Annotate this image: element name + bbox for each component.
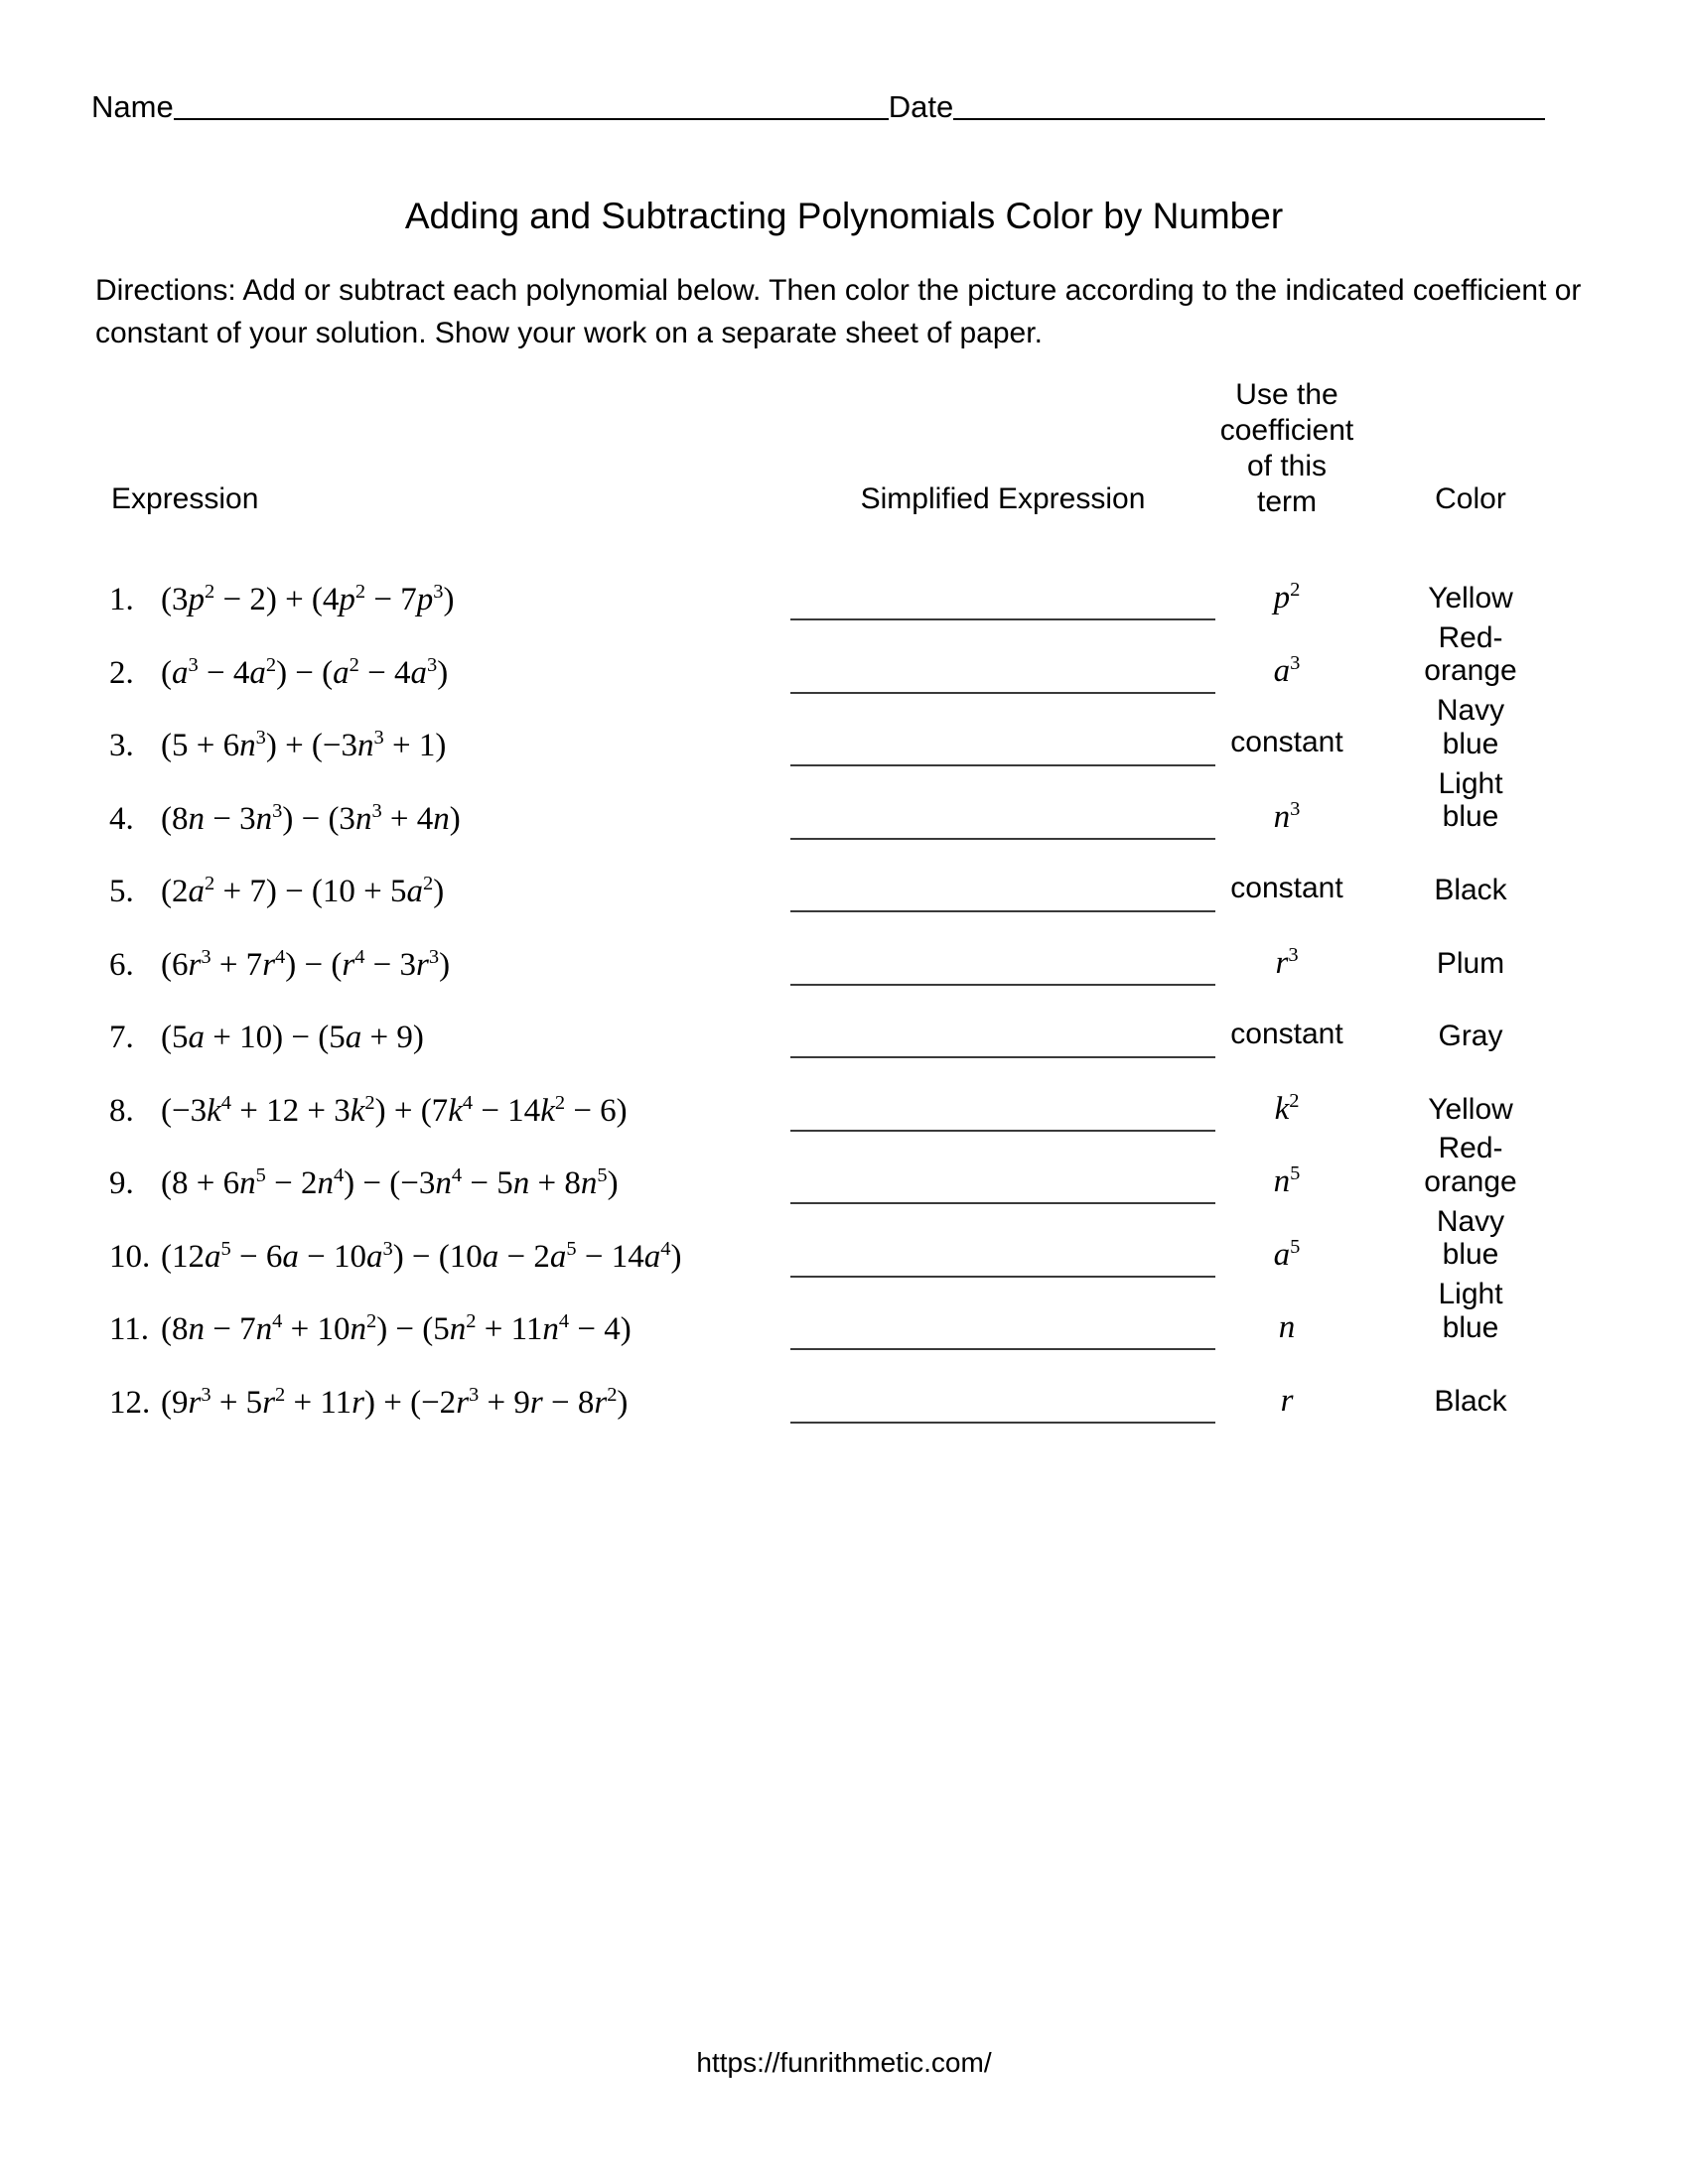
problem-row — [0, 1278, 1688, 1387]
problem-expression: (5a + 10) − (5a + 9) — [161, 1020, 424, 1055]
problem-number: 10. — [109, 1238, 151, 1275]
problem-number: 11. — [109, 1311, 150, 1347]
problem-expression: $(5 + 6n^3) + (-3n^3 + 1)$ — [161, 727, 447, 763]
term-label: r — [1280, 1382, 1294, 1419]
color-label — [1386, 694, 1555, 760]
problem-number: 6. — [109, 946, 134, 983]
term-label: $a^5$ — [1273, 1235, 1301, 1273]
problem-number: 9. — [109, 1165, 134, 1201]
directions-text: Directions: Add or subtract each polynomial below. Then color the picture according to the indicated coefficient or constant of your solution. Show your work on a separate sheet of paper. — [95, 274, 1582, 349]
problem-number: 1. — [109, 582, 134, 617]
color-label-line: Light — [1438, 1278, 1503, 1310]
color-label — [1386, 1132, 1555, 1198]
color-label — [1386, 947, 1555, 981]
problem-number: 4. — [109, 800, 134, 837]
answer-blank-line[interactable] — [790, 691, 1215, 694]
term-label: constant — [1230, 726, 1343, 758]
answer-blank-line[interactable] — [790, 617, 1215, 620]
color-label-line: blue — [1442, 800, 1499, 834]
color-label-line: blue — [1442, 1310, 1499, 1344]
answer-blank-line[interactable] — [790, 837, 1215, 840]
color-label — [1386, 621, 1555, 688]
problem-number: 7. — [109, 1020, 134, 1055]
problem-number: 8. — [109, 1092, 134, 1129]
name-date-header — [91, 91, 1597, 122]
answer-blank-line[interactable] — [790, 1129, 1215, 1132]
column-header-color: Color — [1435, 482, 1506, 515]
problem-expression: $(8 + 6n^5 - 2n^4) - (-3n^4 - 5n + 8n^5)$ — [161, 1164, 619, 1201]
term-label: n — [1278, 1309, 1296, 1345]
problem-row — [0, 943, 1688, 1023]
problem-number: 3. — [109, 728, 134, 763]
color-label-line: Plum — [1436, 946, 1505, 980]
answer-blank-line[interactable] — [790, 763, 1215, 766]
answer-blank-line[interactable] — [790, 1347, 1215, 1350]
column-headers — [0, 367, 1688, 516]
color-label — [1386, 1385, 1555, 1419]
color-label-line: Red- — [1438, 620, 1503, 654]
answer-blank-line[interactable] — [790, 909, 1215, 912]
color-label-line: Gray — [1438, 1020, 1503, 1052]
name-input-line[interactable] — [174, 117, 889, 120]
term-label: $n^3$ — [1273, 797, 1301, 835]
color-label — [1386, 1278, 1555, 1344]
column-header-term-line4: term — [1257, 485, 1317, 518]
color-label-line: Navy — [1436, 694, 1505, 727]
column-header-term-line1: Use the — [1235, 378, 1338, 411]
term-label: $k^2$ — [1274, 1089, 1300, 1127]
color-label — [1386, 582, 1555, 615]
color-label-line: Navy — [1436, 1204, 1505, 1238]
column-header-expression: Expression — [111, 482, 259, 515]
problem-number: 2. — [109, 654, 134, 691]
date-label: Date — [888, 89, 954, 124]
column-header-term-line2: coefficient — [1219, 414, 1354, 447]
page-title: Adding and Subtracting Polynomials Color by Number — [404, 196, 1284, 236]
problem-expression: $(2a^2 + 7) - (10 + 5a^2)$ — [161, 873, 445, 909]
color-label-line: blue — [1442, 1238, 1499, 1272]
term-label: $a^3$ — [1273, 651, 1301, 689]
column-header-term — [1207, 377, 1366, 520]
color-label-line: Red- — [1438, 1132, 1503, 1164]
problem-expression: $(3p^2 - 2) + (4p^2 - 7p^3)$ — [161, 581, 455, 617]
problem-expression: $(8n - 7n^4 + 10n^2) - (5n^2 + 11n^4 - 4)$ — [161, 1310, 632, 1347]
problem-expression: $(12a^5 - 6a - 10a^3) - (10a - 2a^5 - 14a^4)$ — [161, 1237, 682, 1275]
problem-expression: $(-3k^4 + 12 + 3k^2) + (7k^4 - 14k^2 - 6)$ — [161, 1091, 628, 1129]
color-label-line: Black — [1434, 874, 1507, 906]
color-label — [1386, 1205, 1555, 1272]
problem-row — [0, 766, 1688, 877]
color-label — [1386, 874, 1555, 907]
color-label — [1386, 1093, 1555, 1127]
footer-url: https://funrithmetic.com/ — [696, 2047, 992, 2078]
term-label: constant — [1230, 1018, 1343, 1050]
answer-blank-line[interactable] — [790, 1275, 1215, 1278]
color-label — [1386, 1020, 1555, 1053]
color-label-line: Black — [1434, 1384, 1507, 1418]
date-input-line[interactable] — [953, 117, 1545, 120]
color-label-line: Yellow — [1428, 582, 1513, 614]
problem-expression: $(9r^3 + 5r^2 + 11r) + (-2r^3 + 9r - 8r^2)$ — [161, 1383, 629, 1421]
color-label-line: orange — [1424, 1164, 1517, 1198]
term-label: $p^2$ — [1273, 579, 1301, 615]
problem-expression: $(a^3 - 4a^2) - (a^2 - 4a^3)$ — [161, 653, 449, 691]
problem-number: 12. — [109, 1384, 151, 1421]
column-header-simplified-expression: Simplified Expression — [860, 482, 1146, 515]
term-label: constant — [1230, 872, 1343, 904]
problem-row — [0, 1018, 1688, 1095]
answer-blank-line[interactable] — [790, 1201, 1215, 1204]
color-label — [1386, 767, 1555, 834]
term-label: $r^3$ — [1275, 943, 1299, 981]
term-label: $n^5$ — [1273, 1162, 1301, 1199]
answer-blank-line[interactable] — [790, 1421, 1215, 1424]
color-label-line: Yellow — [1428, 1092, 1513, 1126]
problem-expression: $(6r^3 + 7r^4) - (r^4 - 3r^3)$ — [161, 945, 451, 983]
answer-blank-line[interactable] — [790, 1055, 1215, 1058]
problem-row — [0, 872, 1688, 949]
answer-blank-line[interactable] — [790, 983, 1215, 986]
color-label-line: Light — [1438, 766, 1503, 800]
problem-list — [0, 579, 1688, 1459]
name-label: Name — [91, 89, 174, 124]
color-label-line: orange — [1424, 654, 1517, 688]
color-label-line: blue — [1442, 727, 1499, 760]
column-header-term-line3: of this — [1246, 450, 1328, 482]
problem-expression: $(8n - 3n^3) - (3n^3 + 4n)$ — [161, 799, 461, 837]
problem-number: 5. — [109, 874, 134, 909]
problem-row — [0, 1382, 1688, 1460]
